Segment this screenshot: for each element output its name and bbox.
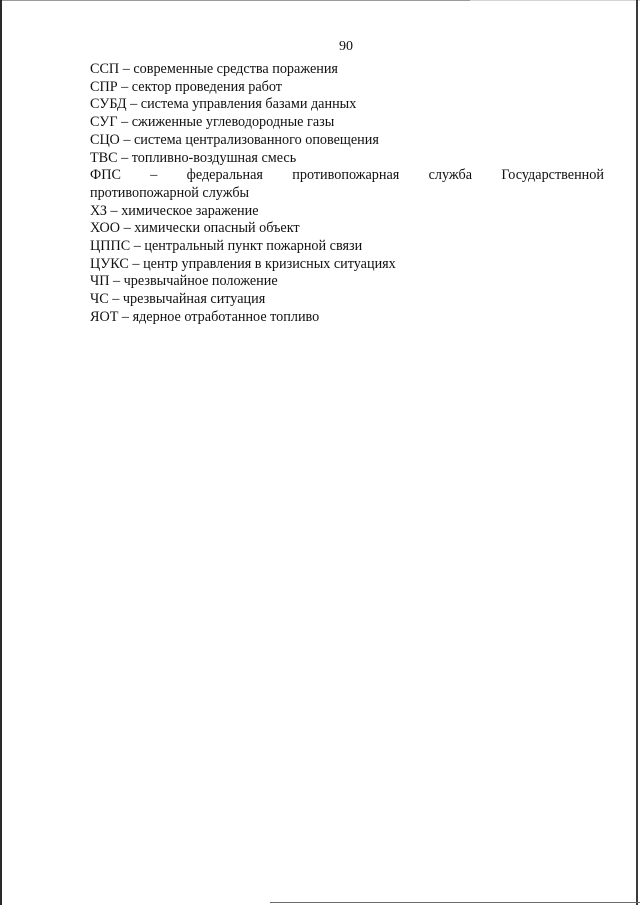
dash: – [113,273,121,290]
definition: сектор проведения работ [131,78,283,95]
scan-edge-right [636,0,638,905]
definition-word: федеральная [186,167,263,184]
definition: система управления базами данных [140,96,357,113]
definition: сжиженные углеводородные газы [131,114,335,131]
abbreviation-entry [90,79,604,97]
definition: современные средства поражения [133,61,338,77]
abbreviation-entry [90,291,604,309]
abbreviation: ХОО [90,220,121,237]
abbreviation-list [90,61,604,327]
definition-word: Государственной [501,167,604,184]
dash: – [112,291,120,308]
abbreviation: ЯОТ [90,308,119,325]
abbreviation-entry [90,309,604,327]
abbreviation: СПР [90,78,118,95]
scan-edge-left [0,0,2,905]
abbreviation-entry [90,220,604,238]
definition-word: служба [428,167,473,184]
scan-edge-bottom [270,902,640,903]
dash: – [123,131,131,148]
abbreviation: ТВС [90,149,118,166]
abbreviation-entry [90,238,604,256]
dash: – [123,220,131,237]
abbreviation: СЦО [90,131,120,148]
abbreviation-entry [90,96,604,114]
scan-edge-top-right [470,0,640,1]
abbreviation: СУГ [90,114,118,131]
definition: чрезвычайное положение [123,273,278,290]
dash: – [132,255,140,272]
definition: центр управления в кризисных ситуациях [143,255,396,272]
dash: – [121,308,130,325]
dash: – [121,78,129,95]
dash: – [110,202,118,219]
abbreviation-entry [90,167,604,202]
page-number: 90 [339,39,353,54]
abbreviation: ЧП [90,273,110,290]
dash: – [133,238,141,255]
abbreviation-entry [90,114,604,132]
abbreviation-entry [90,61,604,79]
dash: – [122,61,130,77]
abbreviation-entry [90,150,604,168]
abbreviation-entry [90,273,604,291]
definition-word: противопожарная [292,167,400,184]
definition: топливно-воздушная смесь [131,149,297,166]
abbreviation: ЦУКС [90,255,129,272]
dash: – [121,149,129,166]
dash: – [130,96,138,113]
abbreviation-entry [90,203,604,221]
definition: центральный пункт пожарной связи [144,238,363,255]
abbreviation: ФПС [90,167,121,184]
abbreviation: ЧС [90,291,109,308]
definition: ядерное отработанное топливо [132,308,320,325]
abbreviation-entry [90,132,604,150]
abbreviation-entry [90,256,604,274]
definition: химически опасный объект [134,220,300,237]
abbreviation: ССП [90,61,120,77]
dash: – [121,114,129,131]
dash: – [150,167,158,184]
definition-continuation: противопожарной службы [90,184,250,201]
abbreviation: СУБД [90,96,127,113]
definition: система централизованного оповещения [133,131,379,148]
scan-edge-top [0,0,470,1]
definition: химическое заражение [121,202,259,219]
abbreviation: ХЗ [90,202,107,219]
abbreviation: ЦППС [90,238,131,255]
definition: чрезвычайная ситуация [122,291,266,308]
